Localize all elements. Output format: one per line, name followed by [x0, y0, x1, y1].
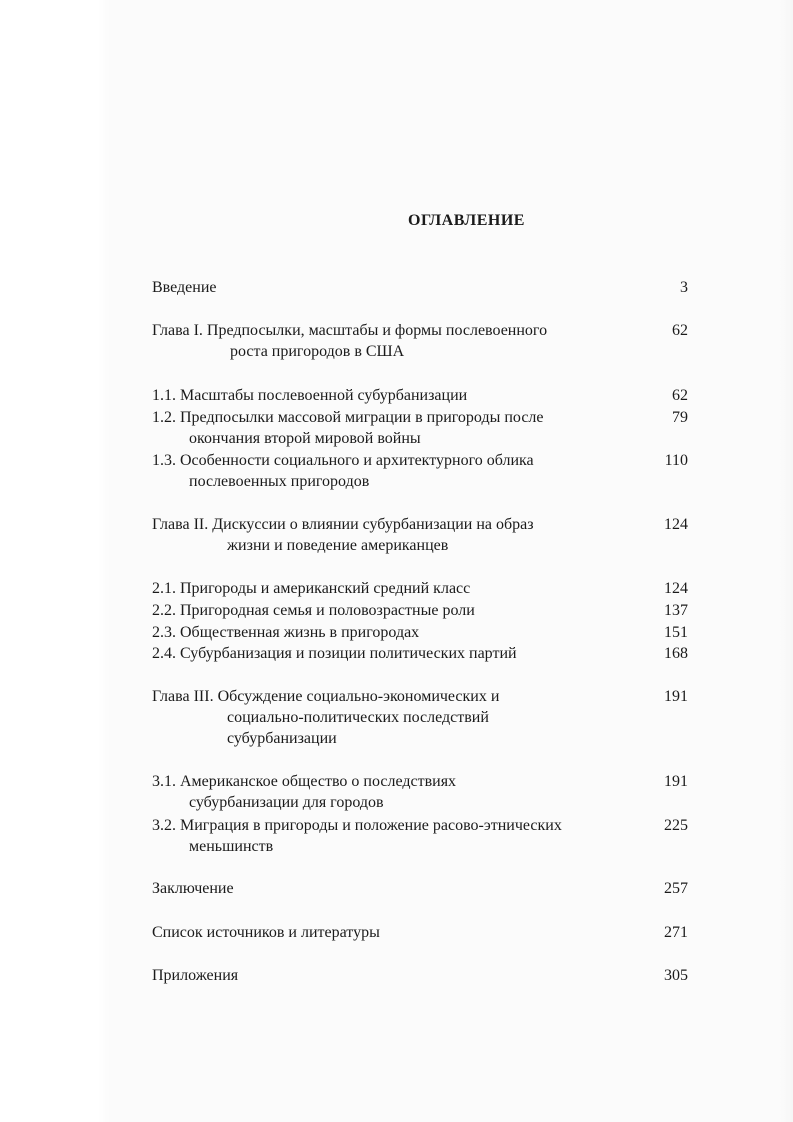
toc-entry-chapter-2	[152, 514, 688, 556]
toc-entry-bibliography	[152, 922, 688, 943]
toc-entry-label: Приложения	[152, 967, 239, 984]
toc-entry-label: Глава II. Дискуссии о влиянии субурбанизации на образ	[152, 516, 534, 533]
toc-entry-label-continued: социально-политических последствий	[227, 709, 489, 726]
toc-entry-label: 1.2. Предпосылки массовой миграции в пригороды после	[152, 409, 544, 426]
toc-entry-label: 2.4. Субурбанизация и позиции политических партий	[152, 645, 517, 662]
toc-entry-label: Заключение	[152, 880, 234, 897]
toc-entry-label-continued: меньшинств	[189, 838, 274, 855]
toc-entry-chapter-1	[152, 320, 688, 362]
toc-entry-introduction	[152, 277, 688, 298]
toc-entry-page: 62	[672, 387, 688, 404]
toc-entry-label: 1.3. Особенности социального и архитектурного облика	[152, 452, 534, 469]
toc-entry-page: 110	[664, 452, 688, 469]
toc-entry-label: 1.1. Масштабы послевоенной субурбанизации	[152, 387, 468, 404]
toc-entry-section-2-4	[152, 643, 688, 664]
toc-entry-label-continued: роста пригородов в США	[230, 343, 405, 360]
toc-entry-section-2-2	[152, 600, 688, 621]
toc-entry-appendices	[152, 965, 688, 986]
toc-entry-label: 3.2. Миграция в пригороды и положение расово-этнических	[152, 817, 562, 834]
toc-entry-page: 257	[664, 880, 688, 897]
toc-entry-label: Введение	[152, 279, 217, 296]
toc-entry-label: 3.1. Американское общество о последствиях	[152, 773, 457, 790]
toc-entry-label: 2.3. Общественная жизнь в пригородах	[152, 624, 420, 641]
toc-entry-page: 271	[664, 924, 688, 941]
toc-entry-page: 137	[664, 602, 688, 619]
toc-entry-page: 124	[664, 580, 688, 597]
toc-entry-page: 151	[664, 624, 688, 641]
toc-entry-label: 2.2. Пригородная семья и половозрастные роли	[152, 602, 475, 619]
toc-entry-page: 3	[680, 279, 688, 296]
toc-entry-page: 62	[672, 322, 688, 339]
toc-entry-label-continued: жизни и поведение американцев	[227, 537, 449, 554]
toc-entry-section-1-3	[152, 450, 688, 492]
toc-entry-section-1-1	[152, 385, 688, 406]
toc-entry-page: 124	[664, 516, 688, 533]
toc-entry-label: 2.1. Пригороды и американский средний класс	[152, 580, 471, 597]
toc-entry-section-3-2	[152, 815, 688, 857]
toc-entry-page: 305	[664, 967, 688, 984]
toc-entry-label: Глава III. Обсуждение социально-экономических и	[152, 688, 500, 705]
toc-entry-label-continued: субурбанизации	[227, 730, 337, 747]
toc-entry-page: 191	[664, 773, 688, 790]
toc-entry-section-2-1	[152, 578, 688, 599]
toc-entry-page: 225	[664, 817, 688, 834]
toc-entry-label-continued: субурбанизации для городов	[189, 794, 384, 811]
toc-entry-section-3-1	[152, 771, 688, 813]
toc-entry-label-continued: послевоенных пригородов	[189, 473, 370, 490]
toc-entry-label-continued: окончания второй мировой войны	[189, 430, 421, 447]
toc-entry-label: Глава I. Предпосылки, масштабы и формы послевоенного	[152, 322, 548, 339]
toc-entry-page: 79	[672, 409, 688, 426]
toc-entry-page: 191	[664, 688, 688, 705]
toc-entry-chapter-3	[152, 686, 688, 749]
toc-entry-label: Список источников и литературы	[152, 924, 380, 941]
toc-heading: ОГЛАВЛЕНИЕ	[408, 212, 525, 229]
toc-entry-section-2-3	[152, 622, 688, 643]
toc-entry-conclusion	[152, 878, 688, 899]
toc-entry-section-1-2	[152, 407, 688, 449]
toc-entry-page: 168	[664, 645, 688, 662]
